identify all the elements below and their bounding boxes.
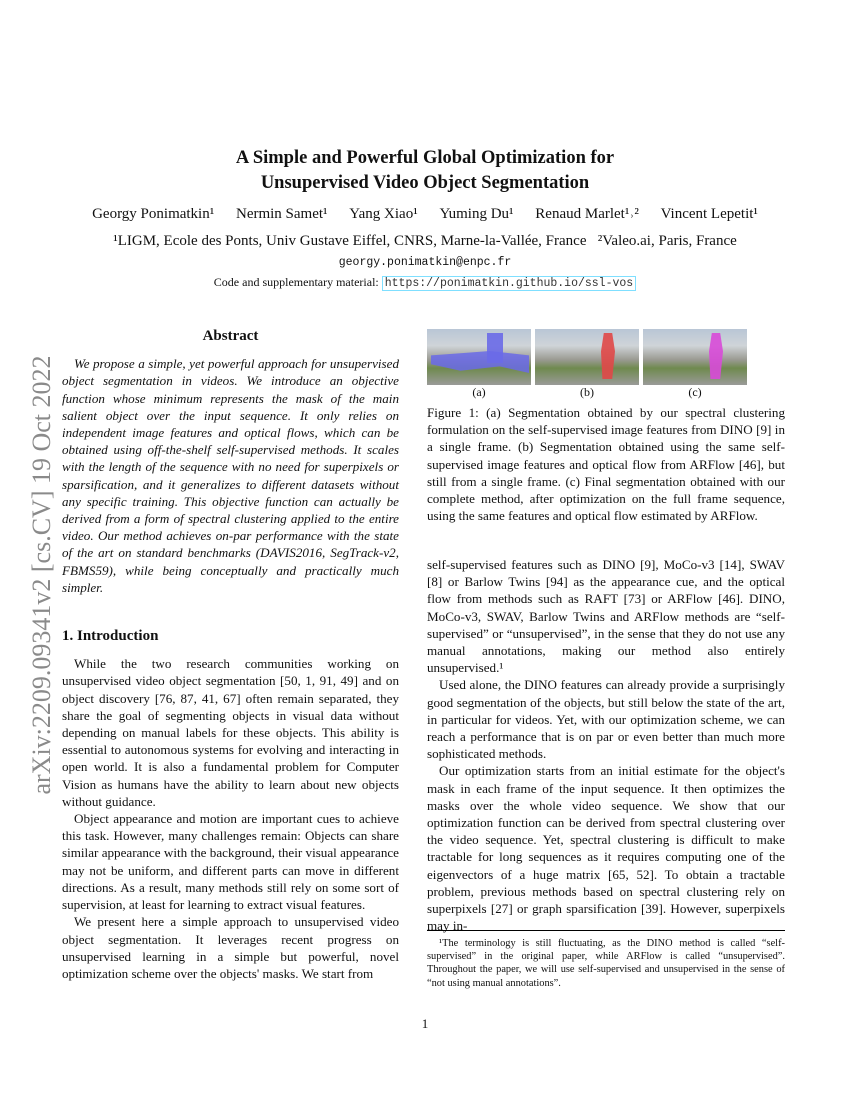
paragraph: We present here a simple approach to unsupervised video object segmentation. It leverages recent progress on unsupervised learning in a simple but powerful, novel optimization scheme over the objects' masks. We start from [62, 914, 399, 981]
abstract-text: We propose a simple, yet powerful approach for unsupervised object segmentation in videos. We introduce an objective function whose minimum represents the mask of the main salient object over the input sequence. It only relies on independent image features and optical flows, which can be obtained using off-the-shelf self-supervised methods. It scales with the length of the sequence with no need for superpixels or sparsification, and it generalizes to different datasets without any specific training. This objective function can actually be derived from a form of spectral clustering applied to the entire video. Our method achieves on-par performance with the state of the art on standard benchmarks (DAVIS2016, SegTrack-v2, FBMS59), while being conceptually and practically much simpler. [62, 356, 399, 595]
author: Georgy Ponimatkin¹ [92, 206, 215, 222]
subfigure-label: (b) [580, 385, 594, 399]
title-line: A Simple and Powerful Global Optimization for [235, 148, 615, 168]
paragraph: Our optimization starts from an initial estimate for the object's mask in each frame of the input sequence. It then optimizes the masks over the whole video sequence. We show that our optimization function can be derived from spectral clustering over the video sequence. Yet, spectral clustering is difficult to make tractable for long sequences as it requires computing one of the eigenvectors of a huge matrix [65, 52]. To obtain a tractable problem, previous methods based on spectral clustering rely on superpixels [27] or graph sparsification [39]. However, superpixels may in- [427, 763, 785, 934]
figure-image-a [427, 329, 531, 385]
code-link[interactable]: https://ponimatkin.github.io/ssl-vos [382, 276, 636, 291]
author: Nermin Samet¹ [235, 206, 328, 222]
author: Vincent Lepetit¹ [660, 206, 758, 222]
footnote [427, 930, 785, 990]
author: Yang Xiao¹ [349, 206, 418, 222]
author-list [0, 206, 850, 223]
figure-caption: Figure 1: (a) Segmentation obtained by our spectral clustering formulation on the self-supervised image features from DINO [9] in a single frame. (b) Segmentation obtained using the same self-supervised image features and optical flow from ARFlow [46], but still from a single frame. (c) Final segmentation obtained with our complete method, after optimization on the full frame sequence, using the same features and optical flow estimated by ARFlow. [427, 405, 785, 524]
subfigure-label: (c) [688, 385, 702, 399]
footnote-text: ¹The terminology is still fluctuating, as the DINO method is called “self-supervised” in the original paper, while ARFlow is called “unsupervised”. Throughout the paper, we will use self-supervised and unsupervised in the sense of “not using manual annotations”. [427, 938, 785, 989]
paper-title [0, 146, 850, 196]
affiliations: ¹LIGM, Ecole des Ponts, Univ Gustave Eiffel, CNRS, Marne-la-Vallée, France ²Valeo.ai, Paris, France [113, 233, 737, 249]
author: Renaud Marlet¹˒² [535, 206, 639, 222]
abstract-heading: Abstract [202, 328, 259, 344]
paragraph: Used alone, the DINO features can already provide a surprisingly good segmentation of the objects, but still below the state of the art, in particular for videos. Yet, with our optimization scheme, we can reach a performance that is on par or even better than much more sophisticated methods. [427, 677, 785, 762]
right-column [427, 556, 785, 934]
left-column [62, 328, 399, 982]
code-line [0, 275, 850, 290]
section-heading: 1. Introduction [62, 628, 159, 645]
title-line: Unsupervised Video Object Segmentation [260, 173, 590, 193]
paragraph: Object appearance and motion are important cues to achieve this task. However, many challenges remain: Objects can share similar appearance with the background, their visual appearance may not be uniform, and different parts can move in different directions. As a result, many methods still rely on some sort of supervision, at least for learning to extract visual features. [62, 811, 399, 913]
subfigure-label: (a) [472, 385, 486, 399]
figure-1 [427, 329, 785, 524]
code-label: Code and supplementary material: [213, 275, 379, 289]
arxiv-stamp: arXiv:2209.09341v2 [cs.CV] 19 Oct 2022 [27, 355, 56, 795]
figure-image-c [643, 329, 747, 385]
figure-image-b [535, 329, 639, 385]
email: georgy.ponimatkin@enpc.fr [338, 256, 512, 269]
paragraph: While the two research communities working on unsupervised video object segmentation [50, 1, 91, 49] and on object discovery [76, 87, 41, 67] often remain separated, they share the goal of segmenting objects in visual data without depending on manual labels for these objects. This ability is essential to autonomous systems for evolving and interacting in open world. It is also a fundamental problem for Computer Vision as humans have the ability to learn about new objects without guidance. [62, 656, 399, 809]
author: Yuming Du¹ [439, 206, 514, 222]
paragraph: self-supervised features such as DINO [9], MoCo-v3 [14], SWAV [8] or Barlow Twins [94] as the appearance cue, and the optical flow from methods such as RAFT [73] or ARFlow [46]. DINO, MoCo-v3, SWAV, Barlow Twins and ARFlow methods are “self-supervised” or “unsupervised”, in the sense that they do not use any manual annotations, making our method also entirely unsupervised.¹ [427, 557, 785, 676]
page-number: 1 [421, 1016, 429, 1031]
